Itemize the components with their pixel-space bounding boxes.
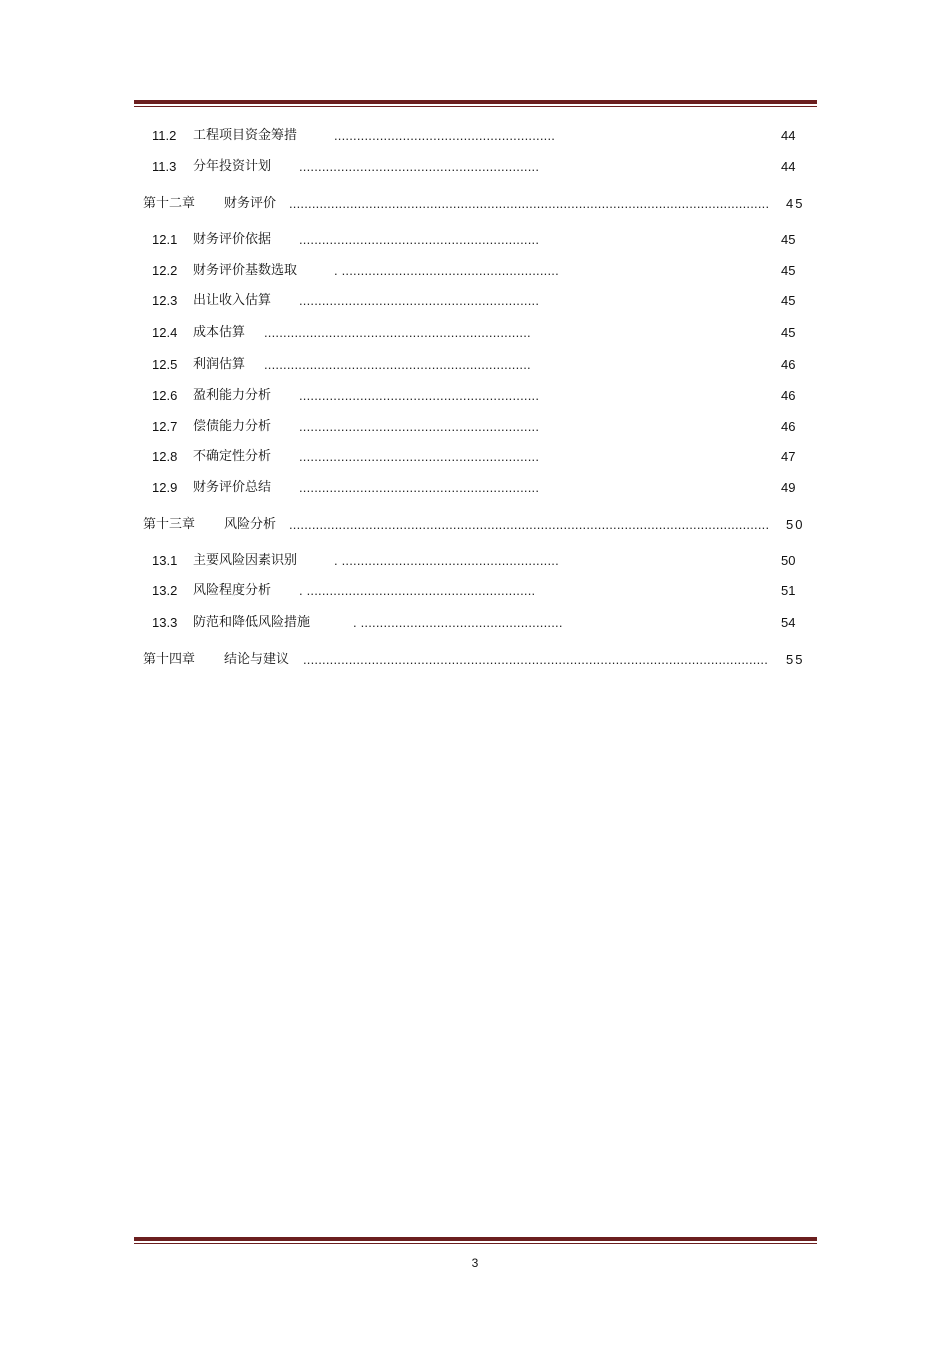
toc-leader: . .........................................................: [334, 553, 559, 568]
toc-entry-title: 出让收入估算: [193, 293, 272, 308]
toc-chapter-page: 55: [786, 652, 805, 667]
toc-entry-page: 45: [781, 325, 796, 340]
toc-leader: . .........................................................: [334, 263, 559, 278]
toc-entry-page: 45: [781, 293, 796, 308]
toc-entry[interactable]: [0, 613, 950, 633]
toc-chapter[interactable]: [0, 650, 950, 670]
toc-entry-page: 46: [781, 419, 796, 434]
toc-entry-number: 12.5: [152, 357, 178, 372]
toc-leader: ..............................................................................................................................: [289, 517, 770, 532]
footer-rule: [134, 1237, 817, 1244]
toc-entry-title: 财务评价基数选取: [193, 263, 298, 278]
toc-chapter-label: 第十二章: [143, 196, 196, 211]
toc-entry-page: 47: [781, 449, 796, 464]
toc-leader: ...............................................................: [299, 159, 540, 174]
toc-entry-title: 成本估算: [193, 325, 246, 340]
toc-entry-number: 11.2: [152, 128, 177, 143]
page-number: 3: [471, 1256, 479, 1270]
toc-leader: ......................................................................: [264, 325, 531, 340]
toc-entry-number: 12.4: [152, 325, 178, 340]
toc-leader: ..........................................................................................................................: [303, 652, 769, 667]
toc-entry-title: 盈利能力分析: [193, 388, 272, 403]
toc-entry-number: 13.1: [152, 553, 178, 568]
toc-entry-number: 12.8: [152, 449, 178, 464]
toc-entry-title: 风险程度分析: [193, 583, 272, 598]
toc-entry-title: 财务评价总结: [193, 480, 272, 495]
toc-entry-number: 12.1: [152, 232, 178, 247]
toc-chapter[interactable]: [0, 515, 950, 535]
toc-leader: ...............................................................: [299, 293, 540, 308]
toc-entry[interactable]: [0, 323, 950, 343]
toc-entry-number: 12.6: [152, 388, 178, 403]
toc-entry[interactable]: [0, 581, 950, 601]
toc-entry[interactable]: [0, 157, 950, 177]
toc-chapter-title: 财务评价: [224, 196, 277, 211]
toc-entry-title: 财务评价依据: [193, 232, 272, 247]
toc-entry-page: 46: [781, 357, 796, 372]
toc-entry-title: 偿债能力分析: [193, 419, 272, 434]
toc-entry-number: 12.3: [152, 293, 178, 308]
toc-entry-number: 13.3: [152, 615, 178, 630]
toc-entry-title: 工程项目资金筹措: [193, 128, 298, 143]
toc-chapter[interactable]: [0, 194, 950, 214]
toc-entry-page: 44: [781, 159, 796, 174]
toc-entry[interactable]: [0, 291, 950, 311]
toc-chapter-title: 结论与建议: [224, 652, 290, 667]
toc-entry-page: 44: [781, 128, 796, 143]
toc-leader: ......................................................................: [264, 357, 531, 372]
toc-entry-number: 12.9: [152, 480, 178, 495]
toc-entry[interactable]: [0, 386, 950, 406]
toc-entry-number: 13.2: [152, 583, 178, 598]
toc-chapter-title: 风险分析: [224, 517, 277, 532]
toc-entry-title: 防范和降低风险措施: [193, 615, 311, 630]
toc-entry[interactable]: [0, 551, 950, 571]
toc-entry[interactable]: [0, 478, 950, 498]
toc-entry-number: 12.7: [152, 419, 178, 434]
toc-leader: . ............................................................: [299, 583, 536, 598]
toc-leader: ..........................................................: [334, 128, 556, 143]
toc-entry[interactable]: [0, 355, 950, 375]
toc-entry[interactable]: [0, 261, 950, 281]
toc-entry-page: 49: [781, 480, 796, 495]
toc-entry-page: 46: [781, 388, 796, 403]
toc-entry[interactable]: [0, 447, 950, 467]
header-rule: [134, 100, 817, 107]
toc-entry-page: 50: [781, 553, 796, 568]
toc-leader: . .....................................................: [353, 615, 563, 630]
toc-entry[interactable]: [0, 230, 950, 250]
toc-chapter-label: 第十四章: [143, 652, 196, 667]
toc-entry-number: 12.2: [152, 263, 178, 278]
toc-entry-title: 不确定性分析: [193, 449, 272, 464]
toc-leader: ..............................................................................................................................: [289, 196, 770, 211]
toc-entry-title: 主要风险因素识别: [193, 553, 298, 568]
toc-entry-number: 11.3: [152, 159, 177, 174]
toc-entry-page: 45: [781, 263, 796, 278]
toc-leader: ...............................................................: [299, 419, 540, 434]
toc-entry-page: 51: [781, 583, 796, 598]
toc-entry[interactable]: [0, 417, 950, 437]
toc-entry-page: 45: [781, 232, 796, 247]
toc-chapter-page: 45: [786, 196, 805, 211]
toc-chapter-label: 第十三章: [143, 517, 196, 532]
toc-leader: ...............................................................: [299, 449, 540, 464]
toc-entry-page: 54: [781, 615, 796, 630]
toc-entry-title: 分年投资计划: [193, 159, 272, 174]
toc-leader: ...............................................................: [299, 480, 540, 495]
toc-entry[interactable]: [0, 126, 950, 146]
toc-leader: ...............................................................: [299, 388, 540, 403]
toc-chapter-page: 50: [786, 517, 805, 532]
toc-entry-title: 利润估算: [193, 357, 246, 372]
toc-leader: ...............................................................: [299, 232, 540, 247]
